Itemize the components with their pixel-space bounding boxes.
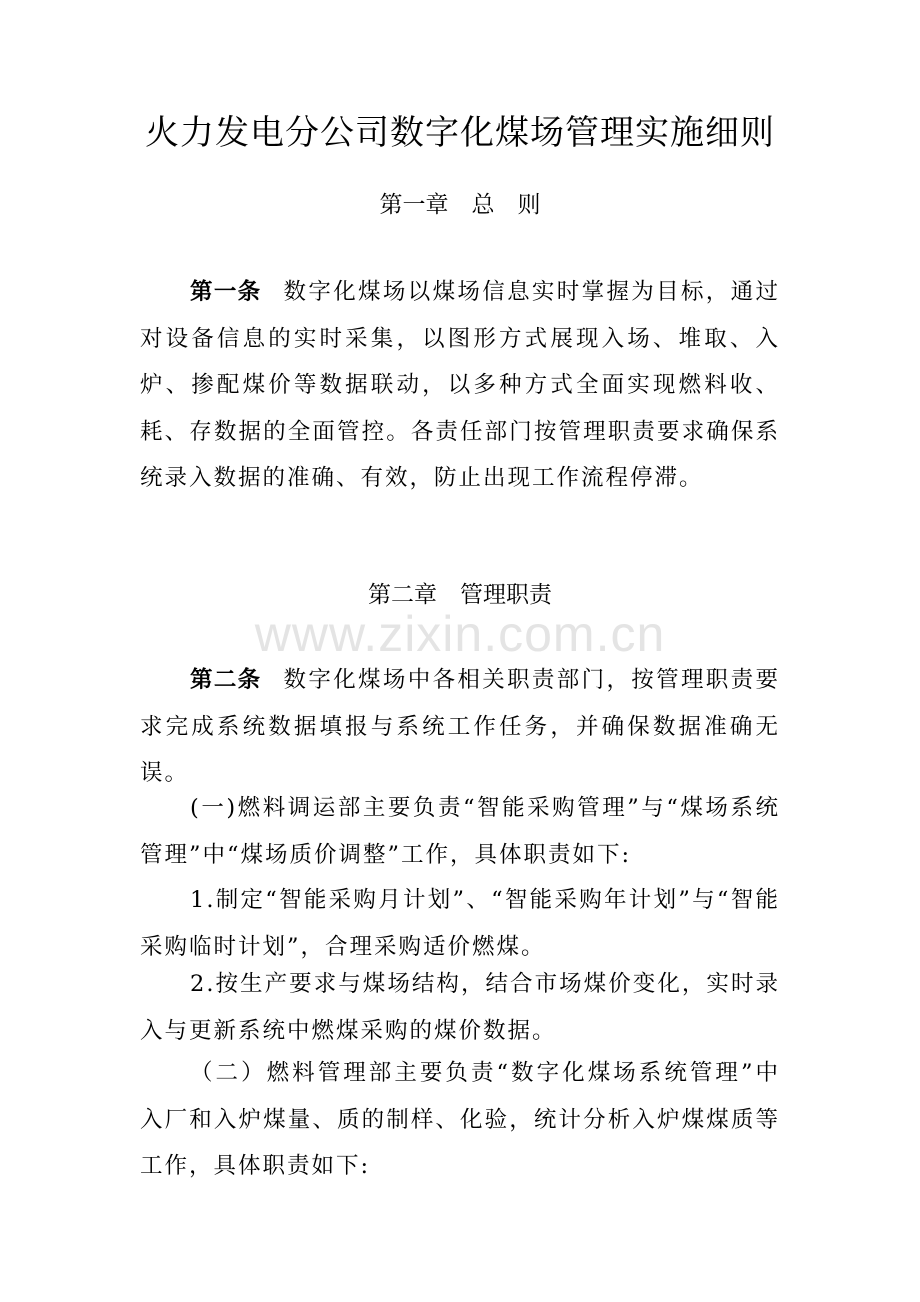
article-1-text: 数字化煤场以煤场信息实时掌握为目标，通过对设备信息的实时采集，以图形方式展现入场、堆取、入炉、掺配煤价等数据联动，以多种方式全面实现燃料收、耗、存数据的全面管控。各责任部门按管理职责要求确保系统录入数据的准确、有效，防止出现工作流程停滞。: [140, 279, 780, 491]
item-2-paragraph: （二）燃料管理部主要负责“数字化煤场系统管理”中入厂和入炉煤量、质的制样、化验，统计分析入炉煤煤质等工作，具体职责如下:: [140, 1060, 780, 1179]
article-2-label: 第二条: [190, 667, 262, 693]
item-1-2-paragraph: 2.按生产要求与煤场结构，结合市场煤价变化，实时录入与更新系统中燃煤采购的煤价数据。: [140, 971, 780, 1044]
article-1-label: 第一条: [190, 279, 262, 305]
watermark: www.zixin.com.cn: [254, 606, 666, 662]
chapter-2-heading: 第二章 管理职责: [368, 582, 552, 608]
article-1-paragraph: [140, 269, 780, 502]
item-1-paragraph: (一)燃料调运部主要负责“智能采购管理”与“煤场系统管理”中“煤场质价调整”工作，具体职责如下:: [140, 795, 780, 868]
document-title: 火力发电分公司数字化煤场管理实施细则: [145, 113, 775, 153]
item-1-1-paragraph: 1.制定“智能采购月计划”、“智能采购年计划”与“智能采购临时计划”，合理采购适价燃煤。: [140, 887, 780, 960]
article-2-paragraph: [140, 657, 780, 797]
article-2-text: 数字化煤场中各相关职责部门，按管理职责要求完成系统数据填报与系统工作任务，并确保数据准确无误。: [140, 667, 780, 786]
chapter-1-heading: 第一章 总 则: [379, 192, 541, 218]
